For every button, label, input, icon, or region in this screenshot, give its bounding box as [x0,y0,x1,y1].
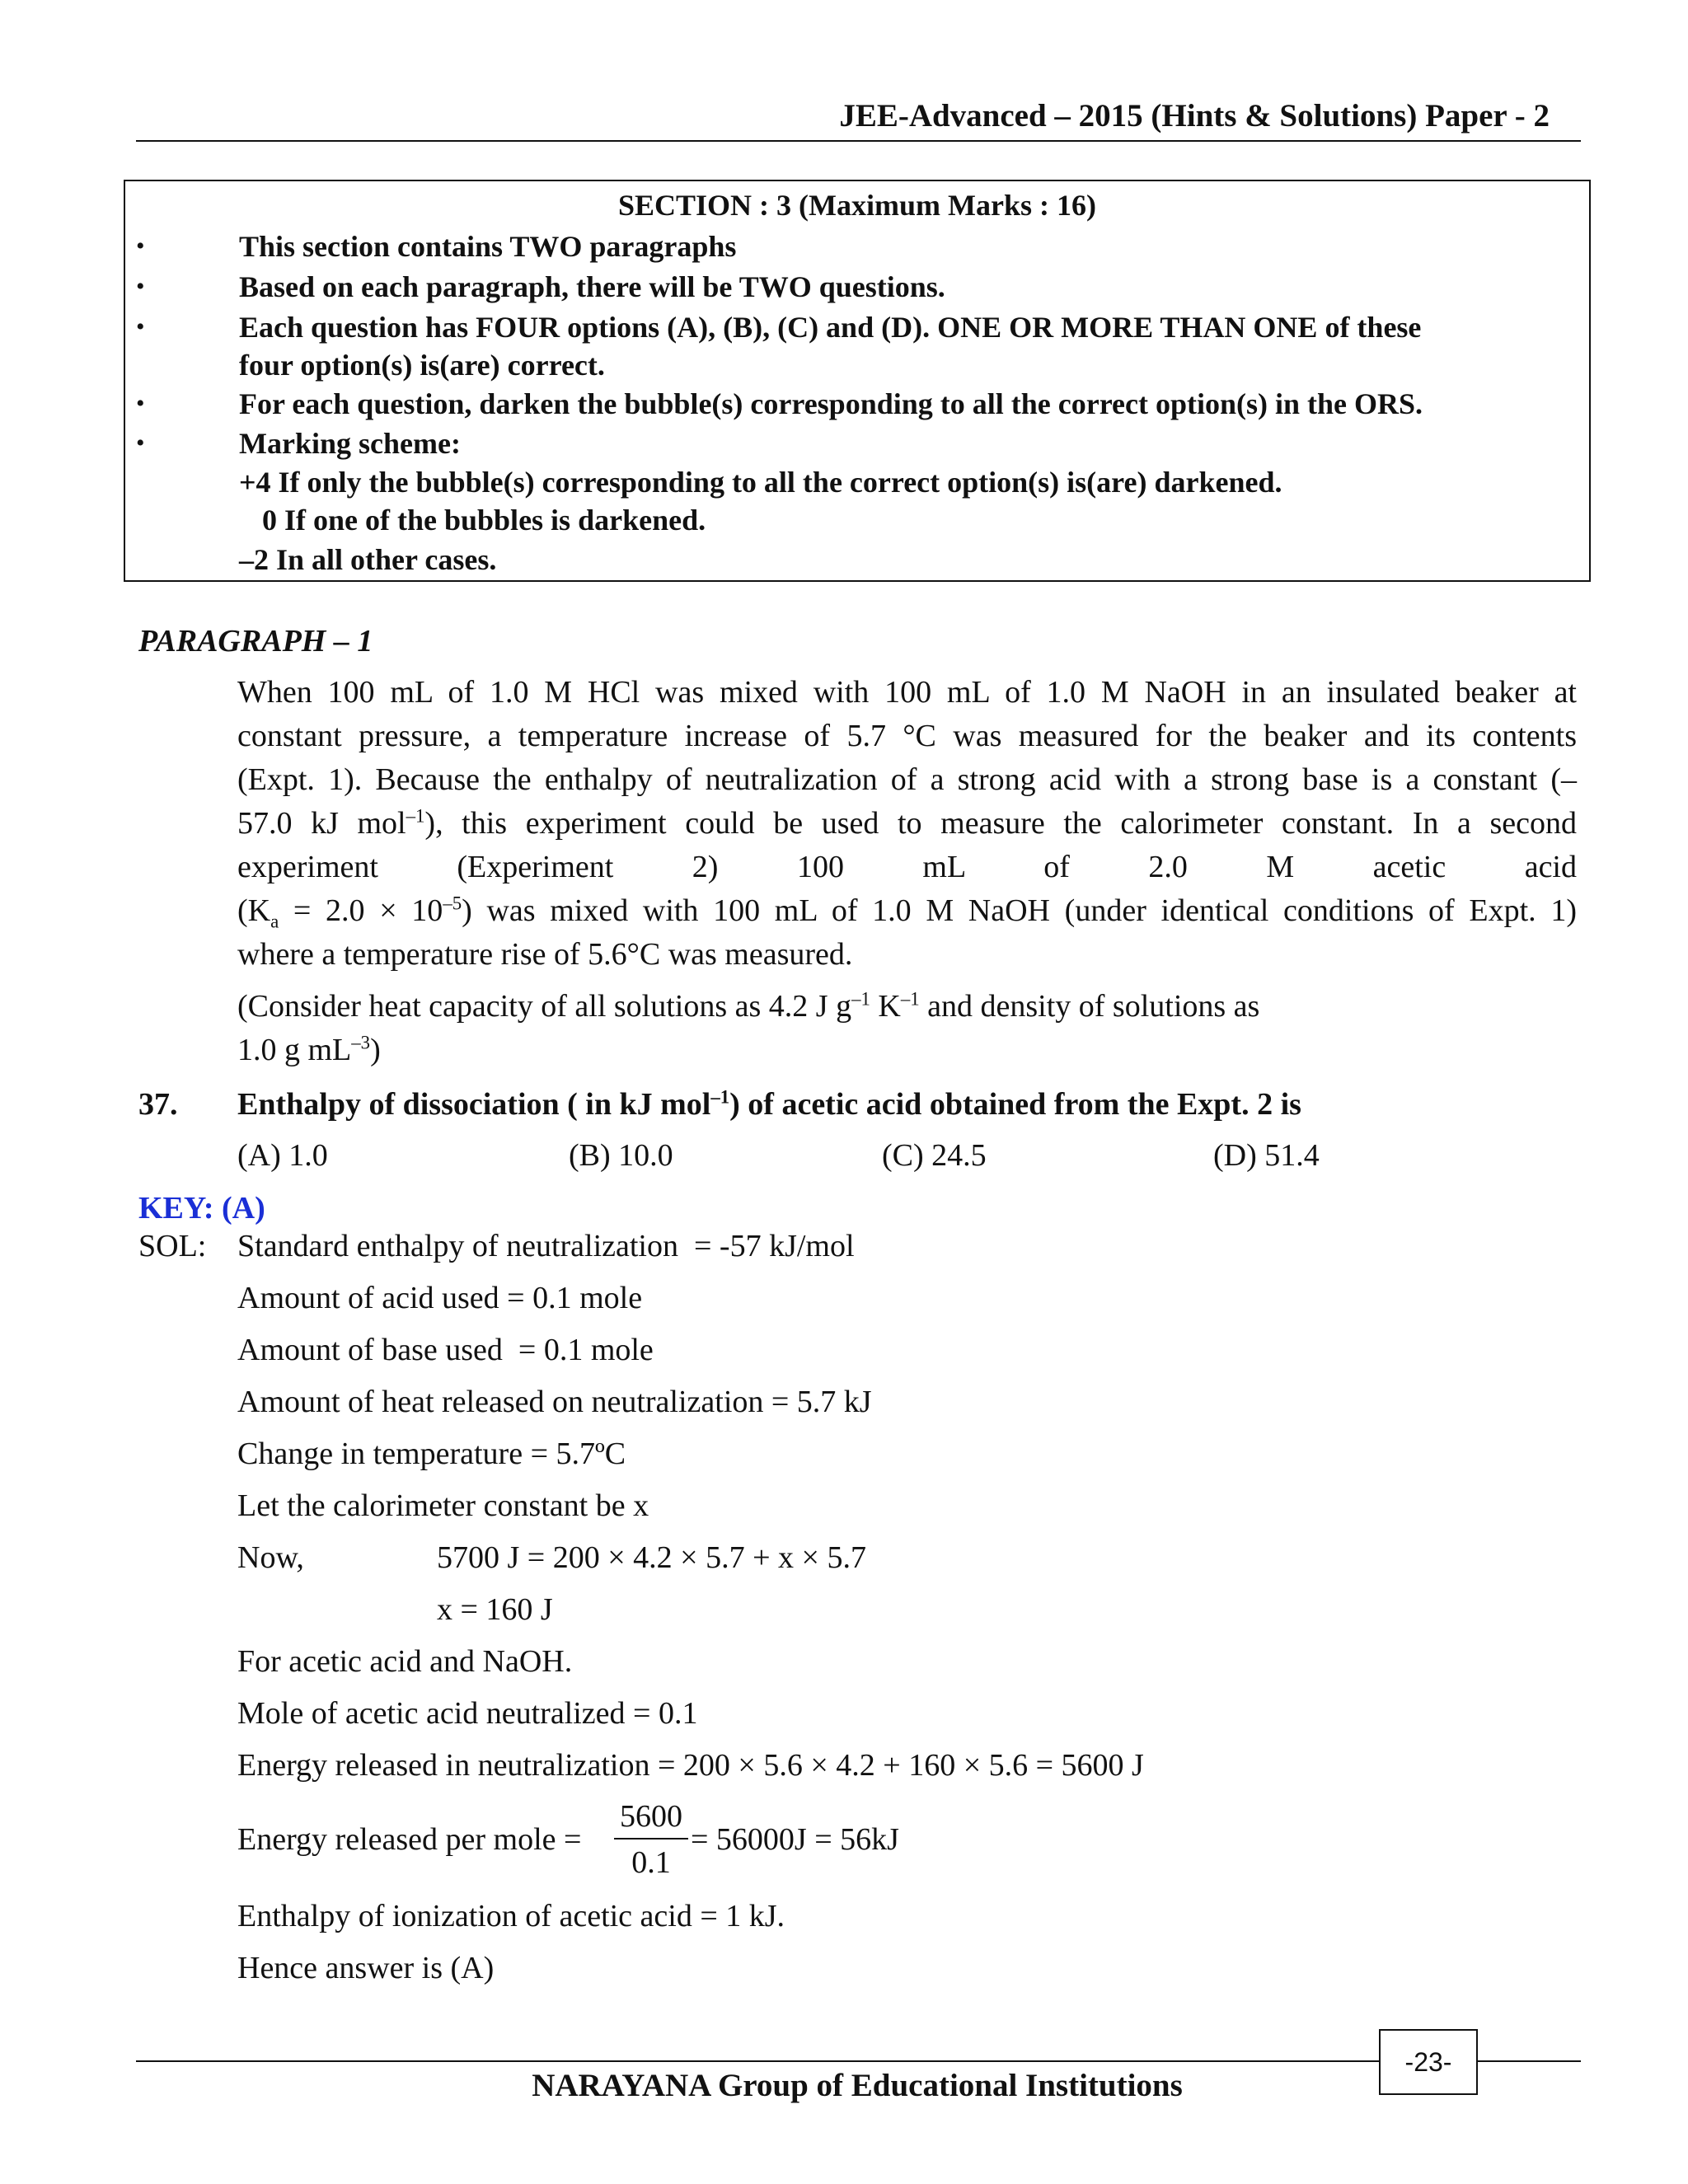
question-number: 37. [138,1087,178,1122]
instruction-bullet: Based on each paragraph, there will be TWO questions. [239,270,945,303]
equation-line: 5700 J = 200 × 4.2 × 5.7 + x × 5.7 [437,1540,866,1575]
solution-line: Standard enthalpy of neutralization = -57 kJ/mol [237,1229,855,1263]
paragraph-line: experiment (Experiment 2) 100 mL of 2.0 M acetic acid [237,850,1577,884]
bullet-icon: • [136,273,145,300]
equation-line: x = 160 J [437,1592,553,1627]
instruction-bullet: For each question, darken the bubble(s) corresponding to all the correct option(s) in the ORS. [239,387,1423,420]
option-c: (C) 24.5 [882,1138,987,1173]
paragraph-note: (Consider heat capacity of all solutions as 4.2 J $g^{-1}$ $K^{-1}$ and density of solutions as [237,988,1260,1024]
solution-line: Enthalpy of ionization of acetic acid = 1 kJ. [237,1899,785,1933]
marking-scheme-item: –2 In all other cases. [239,543,497,576]
header-rule [136,140,1581,142]
bullet-icon: • [136,232,145,260]
paragraph-line: 57.0 kJ mol$^{-1}$), this experiment could be used to measure the calorimeter constant. In a second [237,805,1577,841]
now-label: Now, [237,1540,304,1575]
option-b: (B) 10.0 [569,1138,673,1173]
paragraph-line: where a temperature rise of 5.6°C was measured. [237,937,853,972]
marking-scheme-item: 0 If one of the bubbles is darkened. [262,504,706,537]
instruction-bullet-continuation: four option(s) is(are) correct. [239,349,605,382]
fraction-numerator: 5600 [620,1799,682,1834]
paragraph-heading: PARAGRAPH – 1 [138,624,373,658]
solution-label: SOL: [138,1229,207,1263]
option-d: (D) 51.4 [1213,1138,1320,1173]
instruction-bullet: Marking scheme: [239,427,461,460]
paragraph-note: 1.0 g $mL^{-3}$) [237,1032,381,1067]
bullet-icon: • [136,429,145,457]
bullet-icon: • [136,390,145,417]
question-text: Enthalpy of dissociation ( in kJ mol$^{-1}$) of acetic acid obtained from the Expt. 2 is [237,1086,1301,1122]
solution-line: Change in temperature = 5.7ºC [237,1436,626,1471]
footer-rule [1478,2060,1581,2062]
per-mole-result: = 56000J = 56kJ [691,1822,899,1857]
paragraph-line: $(K_a = 2.0 \times 10^{-5})$ was mixed with 100 mL of 1.0 M NaOH (under identical conditions of Expt. 1) [237,893,1577,932]
solution-line: Mole of acetic acid neutralized = 0.1 [237,1696,698,1731]
option-a: (A) 1.0 [237,1138,328,1173]
instruction-bullet: Each question has FOUR options (A), (B), (C) and (D). ONE OR MORE THAN ONE of these [239,311,1422,344]
footer-rule [136,2060,1379,2062]
section-title: SECTION : 3 (Maximum Marks : 16) [618,189,1096,222]
fraction-bar [614,1838,688,1840]
paragraph-line: constant pressure, a temperature increase of 5.7 °C was measured for the beaker and its contents [237,719,1577,753]
answer-key: KEY: (A) [138,1191,265,1226]
solution-line: Amount of base used = 0.1 mole [237,1333,654,1367]
page-number: -23- [1379,2029,1478,2095]
solution-line: Energy released in neutralization = 200 × 5.6 × 4.2 + 160 × 5.6 = 5600 J [237,1748,1144,1783]
paragraph-line: When 100 mL of 1.0 M HCl was mixed with 100 mL of 1.0 M NaOH in an insulated beaker at [237,675,1577,710]
paragraph-line: (Expt. 1). Because the enthalpy of neutralization of a strong acid with a strong base is a constant (– [237,762,1577,797]
marking-scheme-item: +4 If only the bubble(s) corresponding to all the correct option(s) is(are) darkened. [239,466,1282,499]
solution-line: Hence answer is (A) [237,1951,495,1985]
instruction-bullet: This section contains TWO paragraphs [239,230,737,263]
fraction-denominator: 0.1 [631,1845,671,1880]
solution-line: Amount of acid used = 0.1 mole [237,1281,643,1315]
page-header-title: JEE-Advanced – 2015 (Hints & Solutions) Paper - 2 [839,98,1550,134]
per-mole-label: Energy released per mole = [237,1822,582,1857]
bullet-icon: • [136,313,145,340]
solution-line: Amount of heat released on neutralization = 5.7 kJ [237,1385,872,1419]
solution-line: Let the calorimeter constant be x [237,1488,649,1523]
footer-institution: NARAYANA Group of Educational Institutions [532,2068,1183,2103]
solution-line: For acetic acid and NaOH. [237,1644,573,1679]
